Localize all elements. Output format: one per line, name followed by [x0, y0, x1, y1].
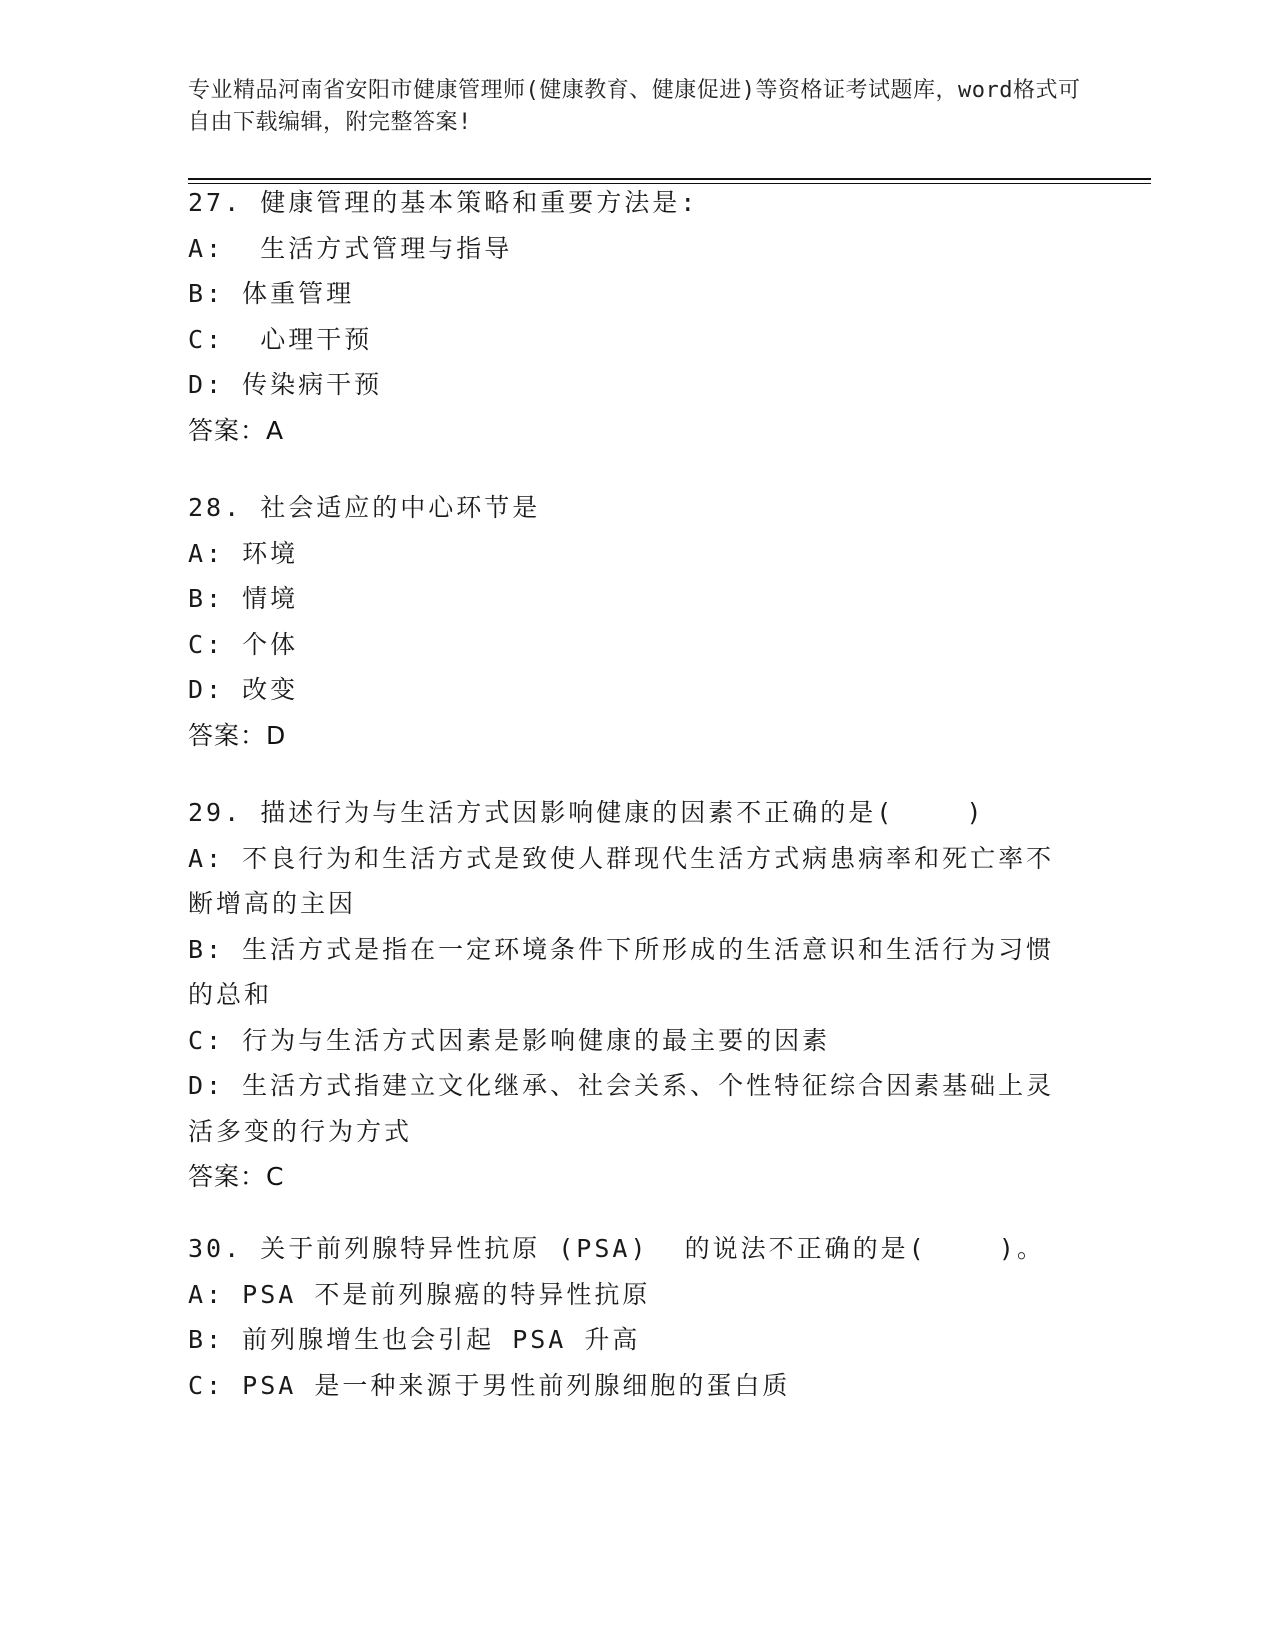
option-b: B: 前列腺增生也会引起 PSA 升高	[188, 1325, 641, 1354]
option-c: C: 行为与生活方式因素是影响健康的最主要的因素	[188, 1025, 831, 1055]
question-stem: 30. 关于前列腺特异性抗原 (PSA) 的说法不正确的是( )。	[188, 1234, 1045, 1263]
option-c: C: PSA 是一种来源于男性前列腺细胞的蛋白质	[188, 1370, 791, 1400]
option-b: B: 情境	[188, 584, 299, 613]
answer: 答案：D	[188, 720, 287, 750]
option-a: A: 环境	[188, 538, 299, 568]
question-30	[188, 1226, 1088, 1408]
question-29	[188, 790, 1088, 1200]
option-d: D: 生活方式指建立文化继承、社会关系、个性特征综合因素基础上灵活多变的行为方式	[188, 1071, 1055, 1146]
question-27	[188, 180, 1088, 453]
option-b: B: 体重管理	[188, 279, 355, 308]
question-stem: 27. 健康管理的基本策略和重要方法是:	[188, 188, 699, 217]
question-stem: 29. 描述行为与生活方式因影响健康的因素不正确的是( )	[188, 798, 985, 827]
question-28	[188, 485, 1088, 758]
option-b: B: 生活方式是指在一定环境条件下所形成的生活意识和生活行为习惯的总和	[188, 934, 1055, 1009]
option-d: D: 传染病干预	[188, 370, 383, 399]
answer: 答案：A	[188, 415, 285, 445]
option-d: D: 改变	[188, 675, 299, 704]
question-stem: 28. 社会适应的中心环节是	[188, 493, 541, 522]
option-c: C: 个体	[188, 629, 299, 659]
option-a: A: PSA 不是前列腺癌的特异性抗原	[188, 1279, 651, 1309]
option-a: A: 不良行为和生活方式是致使人群现代生活方式病患病率和死亡率不断增高的主因	[188, 843, 1055, 918]
document-header: 专业精品河南省安阳市健康管理师(健康教育、健康促进)等资格证考试题库，word格式可自由下载编辑，附完整答案!	[188, 78, 1081, 135]
answer: 答案：C	[188, 1162, 285, 1191]
option-a: A: 生活方式管理与指导	[188, 233, 513, 263]
option-c: C: 心理干预	[188, 324, 373, 354]
